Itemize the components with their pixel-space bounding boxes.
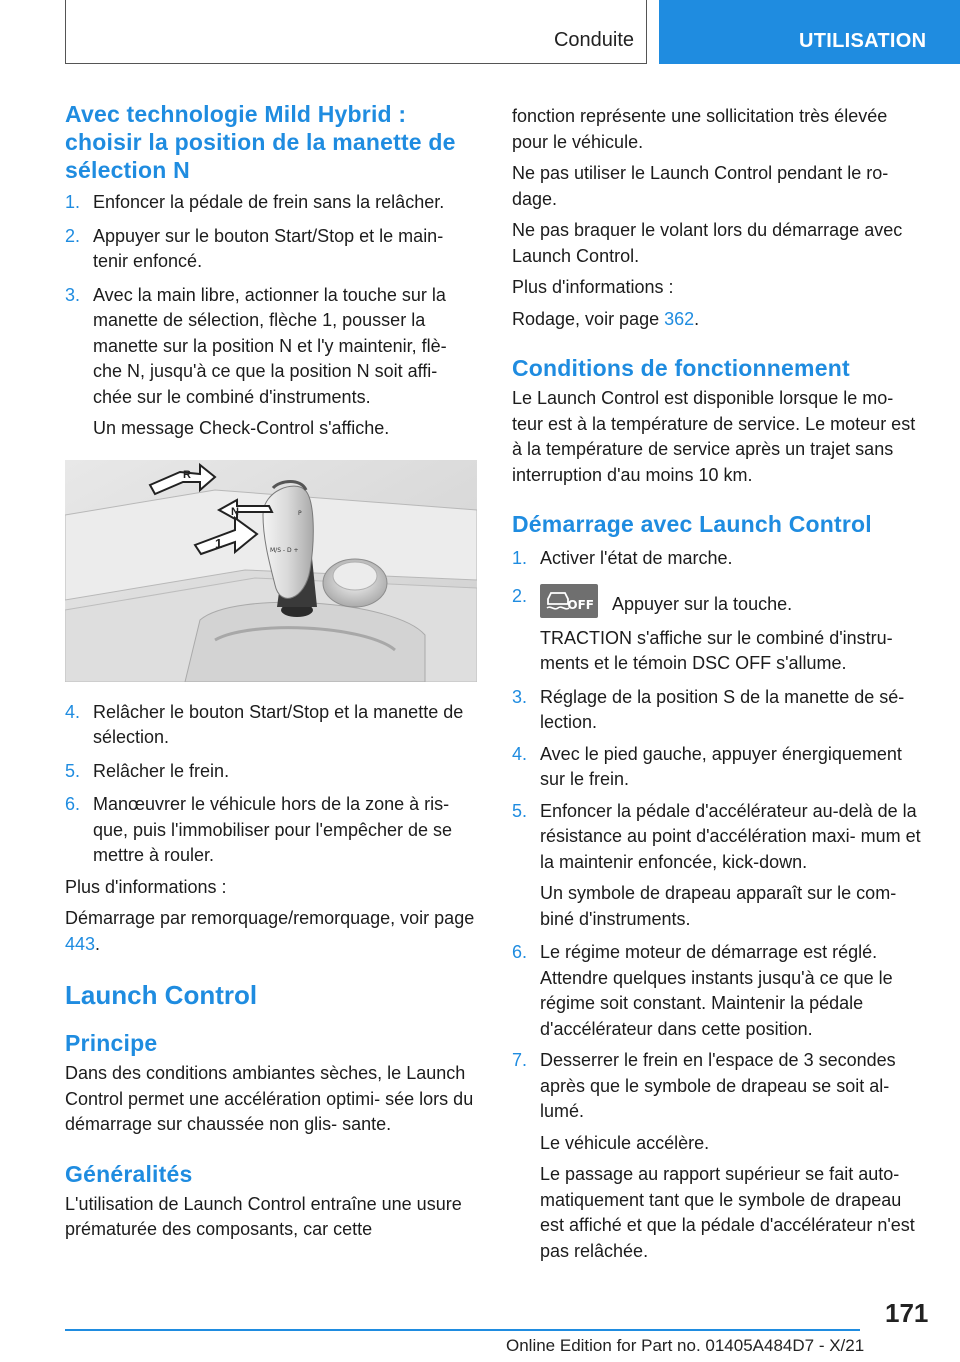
list-item xyxy=(65,190,477,216)
step-note xyxy=(512,626,928,677)
list-item xyxy=(512,584,928,618)
principe-text: Dans des conditions ambiantes sèches, le Launch Control permet une accélération optimi- sée lors du démarrage sur chaussée non glis- sante. xyxy=(65,1063,474,1134)
paragraph-volant: Ne pas braquer le volant lors du démarrage avec Launch Control. xyxy=(512,220,903,266)
header-chapter-title: UTILISATION xyxy=(799,30,927,52)
step-number: 7. xyxy=(512,1050,528,1070)
step5-note-text: Un symbole de drapeau apparaît sur le com- biné d'instruments. xyxy=(540,883,897,929)
step-note xyxy=(512,881,928,932)
mild-hybrid-heading: Avec technologie Mild Hybrid : choisir la position de la manette de sélection N xyxy=(65,101,456,183)
cross-reference xyxy=(65,906,477,957)
step-number: 2. xyxy=(65,225,81,246)
conditions-text: Le Launch Control est disponible lorsque le mo- teur est à la température de service. Le moteur est à la température de service après un trajet sans interruption d'au moins 10 km. xyxy=(512,388,916,485)
launch-control-heading: Launch Control xyxy=(65,980,258,1010)
step-number: 5. xyxy=(65,760,81,781)
dsc-off-icon xyxy=(540,584,598,618)
step-number: 1. xyxy=(512,548,528,568)
arrow-n-label: N xyxy=(231,505,239,518)
step7-note1-text: Le véhicule accélère. xyxy=(540,1132,710,1153)
conditions-heading: Conditions de fonctionnement xyxy=(512,355,850,381)
list-item xyxy=(512,940,928,1042)
step-number: 6. xyxy=(512,942,528,962)
header-section-title: Conduite xyxy=(553,29,634,51)
list-item xyxy=(65,759,477,785)
demarrage-heading: Démarrage avec Launch Control xyxy=(512,511,872,537)
step-text: Desserrer le frein en l'espace de 3 secondes après que le symbole de drapeau se soit al- lumé. xyxy=(540,1050,896,1121)
step7-note2-text: Le passage au rapport supérieur se fait auto- matiquement tant que le symbole de drapeau est affiché et que la pédale d'accélérateur n'est pas relâchée. xyxy=(540,1164,915,1261)
page-number: 171 xyxy=(885,1298,929,1328)
list-item xyxy=(65,700,477,751)
step-text: Relâcher le frein. xyxy=(93,760,230,781)
dsc-icon-label: OFF xyxy=(567,597,594,612)
paragraph-rodage: Ne pas utiliser le Launch Control pendant le ro- dage. xyxy=(512,163,889,209)
reference-end: . xyxy=(95,933,101,954)
step-number: 6. xyxy=(65,794,81,814)
step-number: 4. xyxy=(65,701,81,722)
gear-selector-drawing xyxy=(65,460,477,682)
generalites-text: L'utilisation de Launch Control entraîne une usure prématurée des composants, car cette xyxy=(65,1193,462,1239)
knob-p-label: P xyxy=(298,509,302,517)
more-info-label: Plus d'informations : xyxy=(512,277,674,297)
page-link-362[interactable]: 362 xyxy=(664,308,695,329)
arrow-1-label: 1 xyxy=(215,535,223,551)
arrow-r-label: R xyxy=(183,468,191,481)
header-chapter-tab xyxy=(659,0,960,64)
step-text: Réglage de la position S de la manette de sé- lection. xyxy=(540,686,905,732)
knob-modes-label: M/S - D + xyxy=(270,546,299,554)
step-text: Appuyer sur le bouton Start/Stop et le main- tenir enfoncé. xyxy=(93,225,444,271)
reference-text: Rodage, voir page xyxy=(512,308,665,329)
list-item xyxy=(65,224,477,275)
gear-selector-illustration xyxy=(65,460,477,682)
right-column xyxy=(512,104,928,1264)
step-text: Appuyer sur la touche. xyxy=(612,593,793,614)
list-item xyxy=(512,742,928,793)
list-item xyxy=(512,546,928,572)
list-item xyxy=(512,1048,928,1125)
list-item xyxy=(512,685,928,736)
step-text: Le régime moteur de démarrage est réglé. Attendre quelques instants jusqu'à ce que le régime soit constant. Maintenir la pédale d'accélérateur dans cette position. xyxy=(540,942,893,1039)
step-text: Manœuvrer le véhicule hors de la zone à ris- que, puis l'immobiliser pour l'empêcher de se mettre à rouler. xyxy=(93,794,453,865)
step-number: 5. xyxy=(512,800,528,821)
step-note xyxy=(65,416,477,442)
reference-end: . xyxy=(694,308,700,329)
step-text: Avec la main libre, actionner la touche sur la manette de sélection, flèche 1, pousser la manette sur la position N et l'y maintenir, flè- che N, jusqu'à ce que la position N soit affi- chée sur le combiné d'instruments. xyxy=(93,284,447,407)
step2-note-text: TRACTION s'affiche sur le combiné d'instru- ments et le témoin DSC OFF s'allume. xyxy=(540,627,893,673)
step3-note-text: Un message Check-Control s'affiche. xyxy=(93,418,390,438)
footer-edition: Online Edition for Part no. 01405A484D7 - X/21 xyxy=(506,1336,865,1355)
header-section-box xyxy=(65,0,647,64)
step-note xyxy=(512,1162,928,1264)
step-number: 3. xyxy=(512,686,528,707)
paragraph-load: fonction représente une sollicitation très élevée pour le véhicule. xyxy=(512,106,888,152)
step-text: Enfoncer la pédale d'accélérateur au-delà de la résistance au point d'accélération maxi- mum et la maintenir enfoncée, kick-down. xyxy=(540,800,921,872)
step-number: 1. xyxy=(65,192,81,212)
step-text: Enfoncer la pédale de frein sans la relâcher. xyxy=(93,192,445,212)
list-item xyxy=(65,283,477,411)
page-link-443[interactable]: 443 xyxy=(65,933,96,954)
step-text: Relâcher le bouton Start/Stop et la manette de sélection. xyxy=(93,701,464,747)
footer-divider xyxy=(65,1329,860,1331)
step-text: Avec le pied gauche, appuyer énergiquement sur le frein. xyxy=(540,743,902,789)
cross-reference xyxy=(512,307,928,333)
more-info-label: Plus d'informations : xyxy=(65,876,227,897)
step-note xyxy=(512,1131,928,1157)
list-item xyxy=(65,792,477,869)
generalites-heading: Généralités xyxy=(65,1160,193,1187)
step-number: 4. xyxy=(512,743,528,764)
step-text: Activer l'état de marche. xyxy=(540,548,733,568)
step-number: 2. xyxy=(512,585,528,606)
left-column xyxy=(65,100,477,1243)
list-item xyxy=(512,799,928,876)
reference-text: Démarrage par remorquage/remorquage, voir page xyxy=(65,908,475,928)
step-number: 3. xyxy=(65,284,81,305)
principe-heading: Principe xyxy=(65,1030,158,1056)
